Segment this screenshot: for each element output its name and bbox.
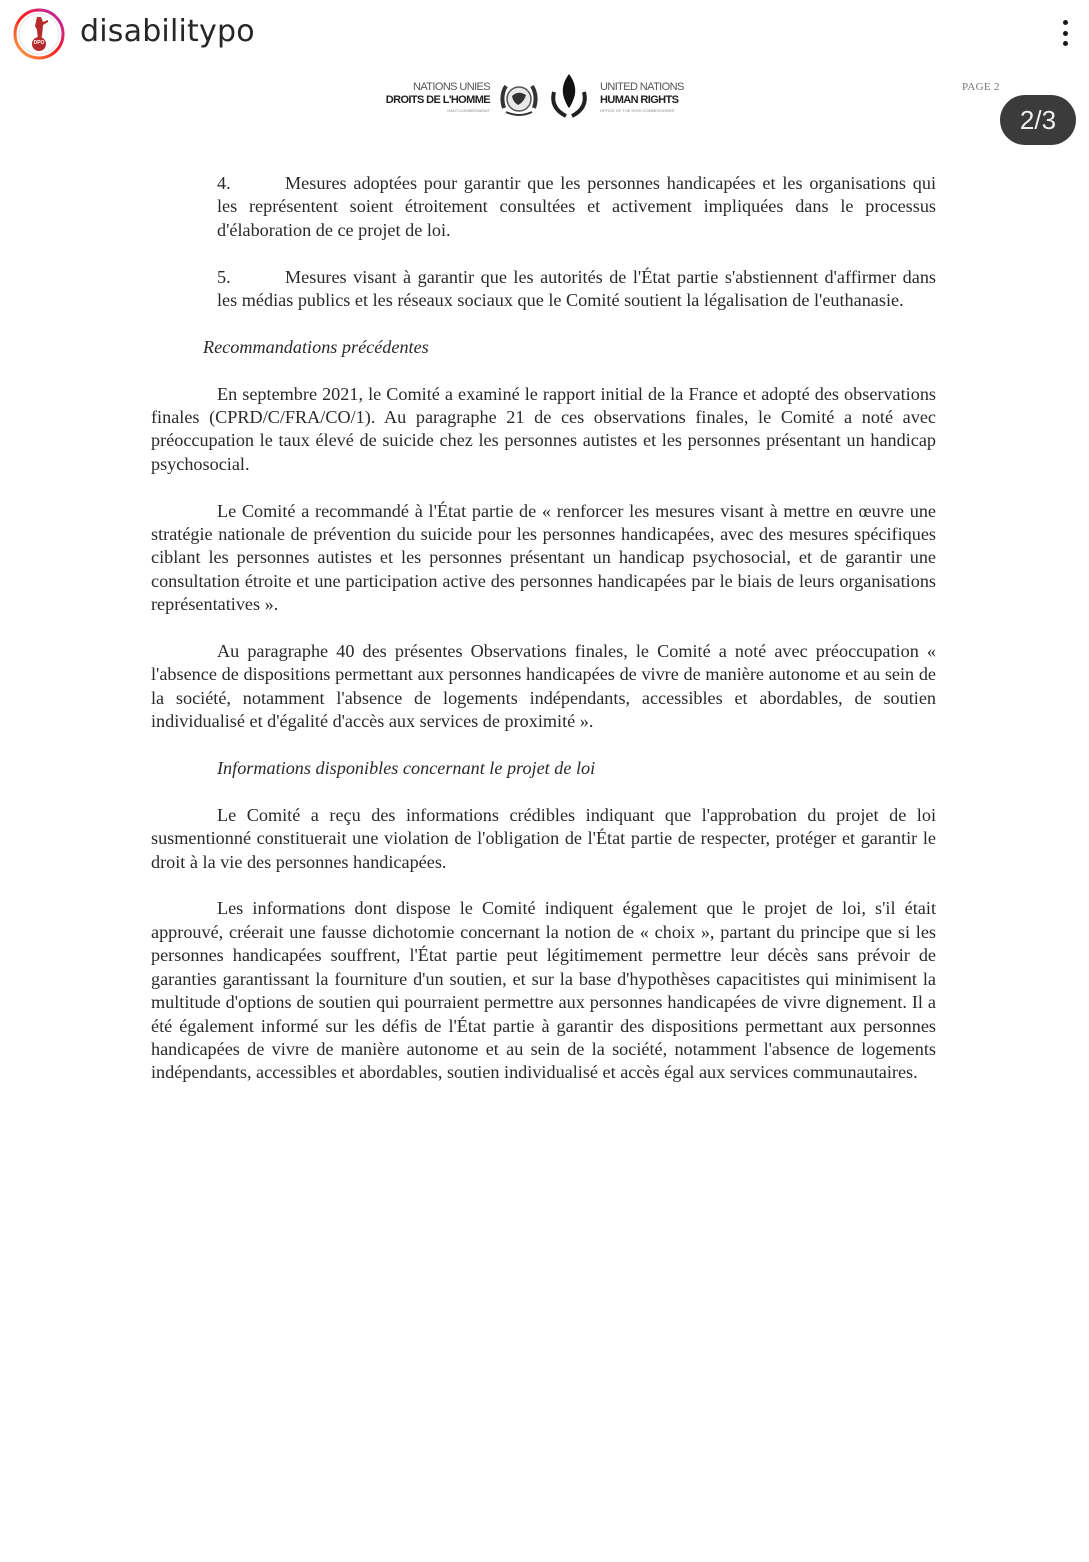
more-options-button[interactable] [1055, 16, 1075, 50]
un-human-rights-logo [368, 72, 708, 124]
item-text: Mesures adoptées pour garantir que les personnes handicapées et les organisations qui les représentent soient étroitement consultées et activement impliquées dans le processus d'élaboration de ce projet de loi. [217, 173, 936, 240]
logo-en-line1: UNITED NATIONS [600, 81, 684, 93]
logo-french-text [386, 81, 490, 115]
logo-english-text [600, 81, 684, 115]
more-vertical-icon-dot [1063, 31, 1068, 36]
post-header [0, 0, 1089, 66]
page-label: PAGE 2 [962, 81, 1000, 93]
logo-fr-line1: NATIONS UNIES [413, 81, 490, 93]
human-rights-flame-icon [546, 72, 592, 120]
item-number: 4. [217, 173, 231, 193]
paragraph: Le Comité a recommandé à l'État partie de « renforcer les mesures visant à mettre en œuvre une stratégie nationale de prévention du suicide pour les personnes handicapées, avec des mesures spécifiques ciblant les personnes autistes et les personnes présentant un handicap psychosocial, et de garantir une consultation étroite et une participation active des personnes handicapées par le biais de leurs organisations représentatives ». [151, 500, 936, 615]
section-heading: Recommandations précédentes [203, 336, 429, 357]
avatar-badge: DPO [33, 40, 45, 46]
logo-fr-line3: HAUT-COMMISSARIAT [447, 108, 490, 113]
logo-en-line2: HUMAN RIGHTS [600, 94, 679, 106]
username[interactable]: disabilitypo [80, 14, 255, 49]
logo-en-line3: OFFICE OF THE HIGH COMMISSIONER [600, 108, 675, 113]
carousel-counter: 2/3 [1000, 95, 1076, 145]
avatar[interactable] [10, 8, 68, 60]
section-heading: Informations disponibles concernant le projet de loi [217, 758, 596, 779]
list-item [217, 172, 936, 242]
un-emblem-icon [498, 78, 540, 120]
item-text: Mesures visant à garantir que les autorités de l'État partie s'abstiennent d'affirmer dans les médias publics et les réseaux sociaux que le Comité soutient la légalisation de l'euthanasie. [217, 266, 936, 311]
list-item [217, 266, 936, 313]
paragraph: Les informations dont dispose le Comité indiquent également que le projet de loi, s'il était approuvé, créerait une fausse dichotomie concernant la notion de « choix », partant du principe que si les personnes handicapées souffrent, l'État partie peut légitimement permettre leur décès sans prévoir de garanties garantissant la fourniture d'un soutien, et sur la base d'hypothèses capacitistes qui minimisent la multitude d'options de soutien qui pourraient permettre aux personnes handicapées de vivre dignement. Il a été également informé sur les défis de l'État partie à garantir des dispositions permettant aux personnes handicapées de vivre de manière autonome et au sein de la société, notamment l'absence de logements indépendants, accessibles et abordables, soutien individualisé et accès égal aux services communautaires. [151, 898, 936, 1083]
paragraph: Le Comité a reçu des informations crédibles indiquant que l'approbation du projet de loi susmentionné constituerait une violation de l'obligation de l'État partie de respecter, protéger et garantir le droit à la vie des personnes handicapées. [151, 804, 936, 872]
avatar-story-ring-icon [10, 8, 68, 60]
document-body [151, 172, 936, 1085]
more-vertical-icon [1063, 20, 1068, 25]
logo-fr-line2: DROITS DE L'HOMME [385, 94, 490, 106]
item-number: 5. [217, 266, 231, 287]
more-vertical-icon-dot [1063, 41, 1068, 46]
paragraph: En septembre 2021, le Comité a examiné le rapport initial de la France et adopté des observations finales (CPRD/C/FRA/CO/1). Au paragraphe 21 de ces observations finales, le Comité a noté avec préoccupation le taux élevé de suicide chez les personnes autistes et les personnes présentant un handicap psychosocial. [151, 383, 936, 474]
paragraph: Au paragraphe 40 des présentes Observations finales, le Comité a noté avec préoccupation « l'absence de dispositions permettant aux personnes handicapées de vivre de manière autonome et au sein de la société, notamment l'absence de logements indépendants, accessibles et abordables, de soutien individualisé et d'égalité d'accès aux services de proximité ». [151, 641, 936, 732]
